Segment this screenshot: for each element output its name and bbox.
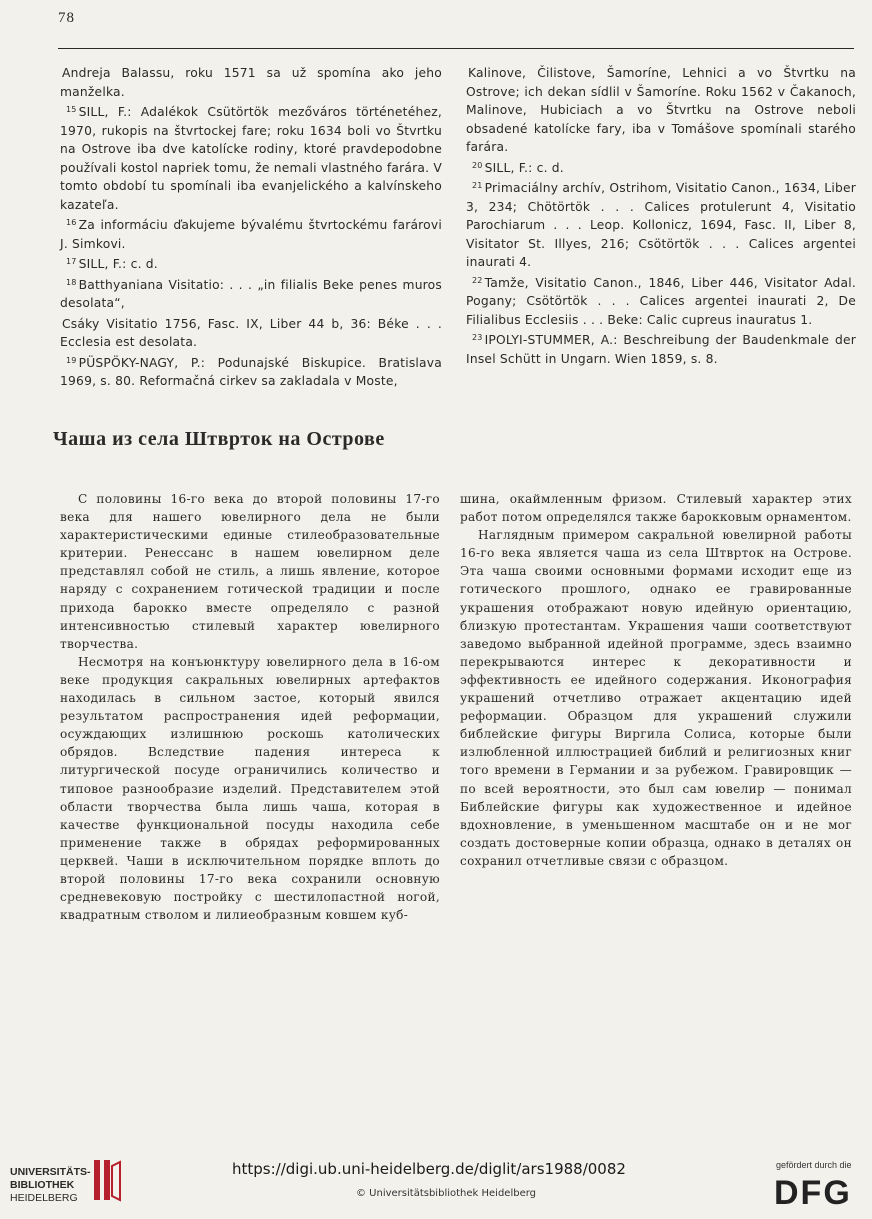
copyright-notice: © Universitätsbibliothek Heidelberg <box>356 1188 537 1199</box>
footer-bar <box>0 1150 872 1219</box>
footnote: $^{21}$ Primaciálny archív, Ostrihom, Visitatio Canon., 1634, Liber 3, 234; Chötörtök . . . Calices protulerunt 4, Visitatio Parochiarum . . . Leop. Kollonicz, 1694, Fasc. II, Liber 8, Visitator St. Illyes, 216; Csötörtök . . . Calices argentei inaurati 4. <box>466 181 856 269</box>
footnote: $^{23}$ IPOLYI-STUMMER, A.: Beschreibung der Baudenkmale der Insel Schütt in Ungarn. Wien 1859, s. 8. <box>466 333 856 366</box>
footnote: Andreja Balassu, roku 1571 sa už spomína ako jeho manželka. <box>60 66 442 99</box>
digital-library-link[interactable]: https://digi.ub.uni-heidelberg.de/diglit/ars1988/0082 <box>232 1160 626 1178</box>
body-paragraph: Несмотря на конъюнктуру ювелирного дела в 16-ом веке продукция сакральных ювелирных артефактов находилась в сильном застое, который явился результатом распространения идей реформации, осуждающих излишнюю роскошь католических обрядов. Вследствие падения интереса к литургической посуде ограничились количество и типовое разнообразие изделий. Представителем этой области творчества была лишь чаша, которая в качестве функциональной посуды находила себе применение также в обрядах реформированных церквей. Чаши в исключительном порядке вплоть до второй половины 17-го века сохранили основную средневековую постройку с шестилопастной ногой, квадратным стволом и лилиеобразным ковшем куб- <box>60 654 440 923</box>
footnote: $^{19}$ PÜSPÖKY-NAGY, P.: Podunajské Biskupice. Bratislava 1969, s. 80. Reformačná cirkev sa zakladala v Moste, <box>60 355 442 388</box>
dfg-logo: DFG <box>774 1174 852 1212</box>
footnote: $^{17}$ SILL, F.: c. d. <box>66 257 158 271</box>
body-paragraph: Наглядным примером сакральной ювелирной работы 16-го века является чаша из села Штврток на Острове. Эта чаша своими основными формами исходит еще из готического прошлого, однако ее гравированные украшения отображают новую идейную ориентацию, близкую протестантам. Украшения чаши соответствуют заведомо выбранной идейной программе, здесь взаимно перекрываются интерес к декоративности и эффективность ее идейного содержания. Иконография украшений отчетливо отражает акцентацию идей реформации. Образцом для украшений служили библейские фигуры Виргила Солиса, которые были излюбленной иллюстрацией библий и религиозных книг того времени в Германии и за рубежом. Гравировщик — по всей вероятности, это был сам ювелир — понимал Библейские фигуры как художественное и идейное вдохновление, в уменьшенном масштабе он и не мог создать достоверные копии образца, однако в деталях он сохранил отчетливые связи с образцом. <box>460 528 852 868</box>
body-paragraph: шина, окаймленным фризом. Стилевый характер этих работ потом определялся также барокковым орнаментом. <box>460 492 852 525</box>
footnote: Kalinove, Čilistove, Šamoríne, Lehnici a vo Štvrtku na Ostrove; ich dekan sídlil v Šamoríne. Roku 1562 v Čakanoch, Malinove, Hubiciach a vo Štvrtku na Ostrove neboli obsadené katolícke fary, iba v Tomášove spomínali starého farára. <box>466 66 856 154</box>
footnote: $^{15}$ SILL, F.: Adalékok Csütörtök mezőváros történetéhez, 1970, rukopis na štvrtockej fare; roku 1634 boli vo Štvrtku na Ostrove iba dve katolícke rodiny, ktoré pravdepodobne používali kostol napriek tomu, že nemali vlastného farára. V tomto období tu spomínali iba evanjelického a kalvínskeho kazateľa. <box>60 105 442 212</box>
body-paragraph: С половины 16-го века до второй половины 17-го века для нашего ювелирного дела не были характеристическими единые стилеобразовательные критерии. Ренессанс в нашем ювелирном деле представлял собой не стиль, а лишь явление, которое наряду с сохранением готической традиции и после прихода барокко вместе определяло с разной интенсивностью стилевый характер ювелирного творчества. <box>60 492 440 651</box>
body-right-column <box>460 490 852 870</box>
header-rule <box>58 48 854 49</box>
body-left-column <box>60 490 440 924</box>
footnotes-left-column <box>60 62 442 391</box>
footnote: $^{16}$ Za informáciu ďakujeme bývalému štvrtockému farárovi J. Simkovi. <box>60 218 442 251</box>
footnotes-right-column <box>466 62 856 368</box>
footnote: $^{20}$ SILL, F.: c. d. <box>472 160 564 175</box>
funding-label: gefördert durch die <box>776 1160 852 1170</box>
article-title: Чаша из села Штврток на Острове <box>53 428 385 450</box>
library-logo-icon <box>88 1156 122 1206</box>
page-number: 78 <box>58 10 75 26</box>
footnote: $^{18}$ Batthyaniana Visitatio: . . . „in filialis Beke penes muros desolata“, <box>60 277 442 310</box>
footnote: Csáky Visitatio 1756, Fasc. IX, Liber 44 b, 36: Béke . . . Ecclesia est desolata. <box>60 316 442 349</box>
footnote: $^{22}$ Tamže, Visitatio Canon., 1846, Liber 446, Visitator Adal. Pogany; Csötörtök . . . Calices argentei inaurati 2, De Filialibus Ecclesiis . . . Beke: Calic cupreus inauratus 1. <box>466 275 856 327</box>
library-logo-text: UNIVERSITÄTS- BIBLIOTHEK HEIDELBERG <box>10 1166 91 1204</box>
